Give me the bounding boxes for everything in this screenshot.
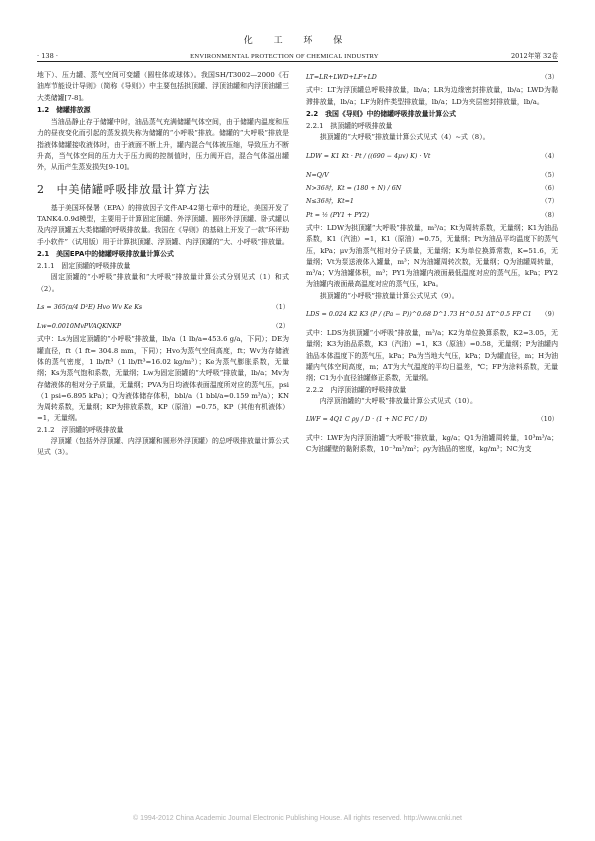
body-paragraph: 固定顶罐的“小呼吸”排放量和“大呼吸”排放量计算公式分别见式（1）和式（2）。	[37, 273, 289, 293]
equation-6	[306, 183, 558, 194]
left-column	[37, 70, 289, 459]
copyright-footer: © 1994-2012 China Academic Journal Electronic Publishing House. All rights reserved. http://www.cnki.net	[133, 815, 462, 822]
equation-body: N=Q/V	[306, 171, 329, 179]
equation-10	[306, 409, 558, 431]
equation-number: （6）	[541, 185, 558, 193]
equation-body: LDS = 0.024 K2 K3 (P / (Pa − P))^0.68 D^1.73 H^0.51 ΔT^0.5 FP C1	[306, 311, 532, 319]
equation-5	[306, 170, 558, 181]
equation-number: （2）	[272, 323, 289, 331]
equation-number: （4）	[541, 153, 558, 161]
section-heading-2-2-2: 2.2.2 内浮顶油罐的呼吸排放量	[306, 385, 407, 394]
section-heading-2-2: 2.2 我国《导则》中的储罐呼吸排放量计算公式	[306, 109, 457, 118]
running-header	[37, 50, 558, 60]
issue-info: 2012年第 32卷	[510, 52, 558, 60]
equation-2	[37, 321, 289, 332]
equation-body: Ls = 365(π/4 D²E) Hvo Wv Ke Ks	[37, 304, 143, 312]
body-paragraph: 当油品静止存于储罐中时，油品蒸气充满储罐气体空间，由于储罐内温度和压力的昼夜变化而引起的蒸发损失称为储罐的“小呼吸”排放。储罐的“大呼吸”排放是指液体储罐接收液体时，由于液面不断上升，罐内混合气体被压缩，导致压力不断升高，当气体空间的压力大于压力阀的控制值时，压力阀开启，混合气体溢出罐外，从而产生蒸发损失[9-10]。	[37, 118, 289, 172]
body-paragraph: 拱顶罐的“大呼吸”排放量计算公式见式（4）~式（8）。	[319, 133, 490, 142]
equation-4	[306, 146, 558, 168]
section-heading-2-1-2: 2.1.2 浮顶罐的呼吸排放量	[37, 425, 124, 434]
equation-9	[306, 304, 558, 326]
equation-body: LDW = K1 Kt · Pt / ((690 − 4μv) K) · Vt	[306, 153, 431, 161]
body-paragraph: 内浮顶油罐的“大呼吸”排放量计算公式见式（10）。	[319, 396, 477, 405]
equation-number: （8）	[541, 211, 558, 219]
equation-body: LT=LR+LWD+LF+LD	[306, 74, 377, 81]
equation-1	[37, 297, 289, 319]
page-number: · 138 ·	[37, 52, 58, 60]
journal-title-cn: 化 工 环 保	[243, 36, 352, 46]
equation-number: （5）	[541, 171, 558, 179]
equation-number: （9）	[541, 311, 558, 319]
journal-title-en: ENVIRONMENTAL PROTECTION OF CHEMICAL INDUSTRY	[190, 53, 379, 60]
equation-8	[306, 210, 558, 221]
variable-definitions: 式中：LDW为拱顶罐“大呼吸”排放量，m³/a；Kt为周转系数，无量纲；K1为油品系数，K1（汽油）=1，K1（原油）=0.75，无量纲；Pt为油品平均温度下的蒸气压，kPa；μv为油蒸气相对分子质量，无量纲；K为单位换算常数，K=51.6，无量纲；Vt为泵送液体入罐量，m³；N为油罐周转次数，无量纲；Q为油罐周转量，m³/a；V为油罐体积，m³；PY1为油罐内液面最低温度对应的蒸气压，kPa；PY2为油罐内液面最高温度对应的蒸气压，kPa。	[306, 223, 558, 289]
body-paragraph: 浮顶罐（包括外浮顶罐、内浮顶罐和圆形外浮顶罐）的总呼吸排放量计算公式见式（3）。	[37, 437, 289, 457]
section-heading-1-2: 1.2 储罐排放源	[37, 105, 91, 114]
variable-definitions: 式中：LWF为内浮顶油罐“大呼吸”排放量，kg/a；Q1为油罐周转量，10³m³/a；C为油罐壁的黏附系数，10⁻³m³/m²；ρy为油品的密度，kg/m³；NC为支	[306, 434, 558, 454]
body-paragraph: 拱顶罐的“小呼吸”排放量计算公式见式（9）。	[319, 291, 459, 300]
variable-definitions: 式中：Ls为固定顶罐的“小呼吸”排放量，lb/a（1 lb/a=453.6 g/a，下同）；DE为罐直径，ft（1 ft= 304.8 mm，下同）；Hvo为蒸气空间高度，ft；Wv为存储液体的蒸气密度，1 lb/ft³（1 lb/ft³=16.02 kg/m³）；Ke为蒸气膨胀系数，无量纲；Ks为蒸气饱和系数，无量纲；Lw为固定顶罐的“大呼吸”排放量，lb/a；Mv为存储液体的相对分子质量，无量纲；PVA为日均液体表面温度所对应的蒸气压，psi（1 psi=6.895 kPa）；Q为液体储存体积，bbl/a（1 bbl/a=0.159 m³/a）；KN为周转系数，无量纲；KP为排放系数，KP（原油）=0.75，KP（其他有机液体）=1，无量纲。	[37, 335, 289, 423]
equation-body: N≤36时，Kt=1	[306, 198, 354, 206]
section-heading-2: 2 中美储罐呼吸排放量计算方法	[37, 182, 210, 196]
equation-3	[306, 72, 558, 83]
equation-number: （7）	[541, 198, 558, 206]
equation-body: N>36时，Kt = (180 + N) / 6N	[306, 185, 402, 193]
equation-body: Lw=0.0010MvPVAQKNKP	[37, 323, 122, 331]
section-heading-2-2-1: 2.2.1 拱顶罐的呼吸排放量	[306, 122, 393, 131]
equation-7	[306, 196, 558, 207]
right-column	[306, 70, 558, 456]
equation-number: （3）	[541, 74, 558, 81]
header-rule	[37, 61, 558, 62]
variable-definitions: 式中：LDS为拱顶罐“小呼吸”排放量，m³/a；K2为单位换算系数，K2=3.05，无量纲；K3为油品系数，K3（汽油）=1，K3（原油）=0.58，无量纲；P为油罐内油品本体温度下的蒸气压，kPa；Pa为当地大气压，kPa；D为罐直径，m；H为油罐内气体空间高度，m；ΔT为大气温度的平均日温差，℃；FP为涂料系数，无量纲；C1为小直径油罐修正系数，无量纲。	[306, 329, 558, 383]
section-heading-2-1: 2.1 美国EPA中的储罐呼吸排放量计算公式	[37, 249, 174, 258]
body-paragraph: 基于美国环保署（EPA）的排放因子文件AP-42第七章中的理论，美国开发了TANK4.0.9d模型，主要用于计算固定顶罐、外浮顶罐、圆形外浮顶罐、卧式罐以及内浮顶罐五大类储罐的呼吸排放量。我国在《导则》的基础上开发了一款“环评助手小软件”（试用版）用于计算拱顶罐、浮顶罐、内浮顶罐的“大、小呼吸”排放量。	[37, 203, 289, 246]
equation-body: Pt = ½ (PY1 + PY2)	[306, 211, 370, 219]
equation-body: LWF = 4Q1 C ρy / D · (1 + NC FC / D)	[306, 416, 428, 424]
equation-number: （10）	[537, 416, 558, 424]
body-paragraph: 地下）、压力罐、蒸气空间可变罐（圆柱体或球体）。我国SH/T3002—2000《石油库节能设计导则》（简称《导则》）中主要包括拱顶罐、浮顶油罐和内浮顶油罐三大类储罐[7-8]。	[37, 71, 289, 102]
section-heading-2-1-1: 2.1.1 固定顶罐的呼吸排放量	[37, 262, 131, 271]
variable-definitions: 式中：LT为浮顶罐总呼吸排放量，lb/a；LR为边缘密封排放量，lb/a；LWD为黏滞排放量，lb/a；LF为附件类型排放量，lb/a；LD为夹层密封排放量，lb/a。	[306, 86, 558, 106]
equation-number: （1）	[272, 304, 289, 312]
